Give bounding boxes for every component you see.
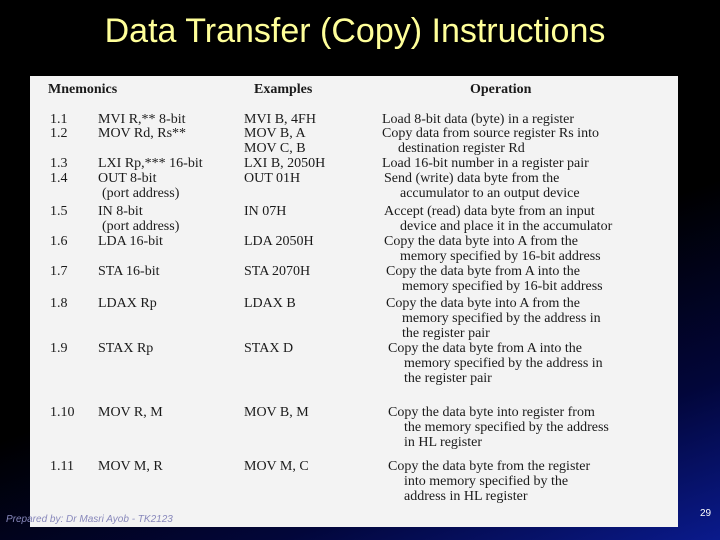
operation-cell: Send (write) data byte from the (384, 171, 560, 186)
example-cell: LDA 2050H (244, 234, 314, 249)
row-number: 1.4 (50, 171, 68, 186)
row-number: 1.9 (50, 341, 68, 356)
operation-cell: Copy the data byte from A into the (388, 341, 583, 356)
header-operation: Operation (470, 82, 532, 97)
example-cell: MOV M, C (244, 459, 309, 474)
example-cell: MOV B, M (244, 405, 309, 420)
mnemonic-cell: LXI Rp,*** 16-bit (98, 156, 203, 171)
operation-cell: Copy the data byte from A into the (386, 264, 581, 279)
operation-cell: address in HL register (404, 489, 528, 504)
row-number: 1.2 (50, 126, 68, 141)
operation-cell: the register pair (402, 326, 490, 341)
operation-cell: destination register Rd (398, 141, 525, 156)
example-cell: MVI B, 4FH (244, 112, 316, 127)
row-number: 1.10 (50, 405, 75, 420)
operation-cell: Copy the data byte into A from the (384, 234, 579, 249)
header-mnemonics: Mnemonics (48, 82, 118, 97)
header-examples: Examples (254, 82, 313, 97)
operation-cell: memory specified by 16-bit address (400, 249, 601, 264)
operation-cell: the memory specified by the address (404, 420, 609, 435)
example-cell: STA 2070H (244, 264, 311, 279)
operation-cell: memory specified by 16-bit address (402, 279, 603, 294)
row-number: 1.3 (50, 156, 68, 171)
operation-cell: Copy the data byte into register from (388, 405, 595, 420)
operation-cell: Copy the data byte into A from the (386, 296, 581, 311)
mnemonic-cell: MOV R, M (98, 405, 163, 420)
mnemonic-cell: MOV M, R (98, 459, 163, 474)
mnemonic-cell: IN 8-bit (98, 204, 143, 219)
operation-cell: memory specified by the address in (402, 311, 601, 326)
example-cell: OUT 01H (244, 171, 301, 186)
row-number: 1.7 (50, 264, 68, 279)
mnemonic-cell: LDAX Rp (98, 296, 157, 311)
slide-title: Data Transfer (Copy) Instructions (104, 12, 606, 50)
example-cell: MOV C, B (244, 141, 306, 156)
mnemonic-cell: MOV Rd, Rs** (98, 126, 187, 141)
operation-cell: the register pair (404, 371, 492, 386)
operation-cell: device and place it in the accumulator (400, 219, 613, 234)
operation-cell: memory specified by the address in (404, 356, 603, 371)
example-cell: STAX D (244, 341, 294, 356)
example-cell: MOV B, A (244, 126, 306, 141)
page-number: 29 (700, 508, 712, 519)
row-number: 1.6 (50, 234, 68, 249)
operation-cell: Copy data from source register Rs into (382, 126, 599, 141)
example-cell: LXI B, 2050H (244, 156, 326, 171)
operation-cell: accumulator to an output device (400, 186, 580, 201)
example-cell: LDAX B (244, 296, 296, 311)
operation-cell: in HL register (404, 435, 483, 450)
mnemonic-cell: (port address) (102, 219, 180, 234)
mnemonic-cell: LDA 16-bit (98, 234, 163, 249)
row-number: 1.1 (50, 112, 68, 127)
mnemonic-cell: STA 16-bit (98, 264, 160, 279)
mnemonic-cell: STAX Rp (98, 341, 154, 356)
operation-cell: Load 16-bit number in a register pair (382, 156, 589, 171)
mnemonic-cell: (port address) (102, 186, 180, 201)
instruction-table (30, 76, 678, 527)
row-number: 1.11 (50, 459, 74, 474)
mnemonic-cell: OUT 8-bit (98, 171, 157, 186)
row-number: 1.8 (50, 296, 68, 311)
footer-credit: Prepared by: Dr Masri Ayob - TK2123 (6, 514, 173, 525)
operation-cell: Load 8-bit data (byte) in a register (382, 112, 575, 127)
operation-cell: into memory specified by the (404, 474, 569, 489)
mnemonic-cell: MVI R,** 8-bit (98, 112, 186, 127)
row-number: 1.5 (50, 204, 68, 219)
example-cell: IN 07H (244, 204, 287, 219)
operation-cell: Accept (read) data byte from an input (384, 204, 595, 219)
operation-cell: Copy the data byte from the register (388, 459, 591, 474)
